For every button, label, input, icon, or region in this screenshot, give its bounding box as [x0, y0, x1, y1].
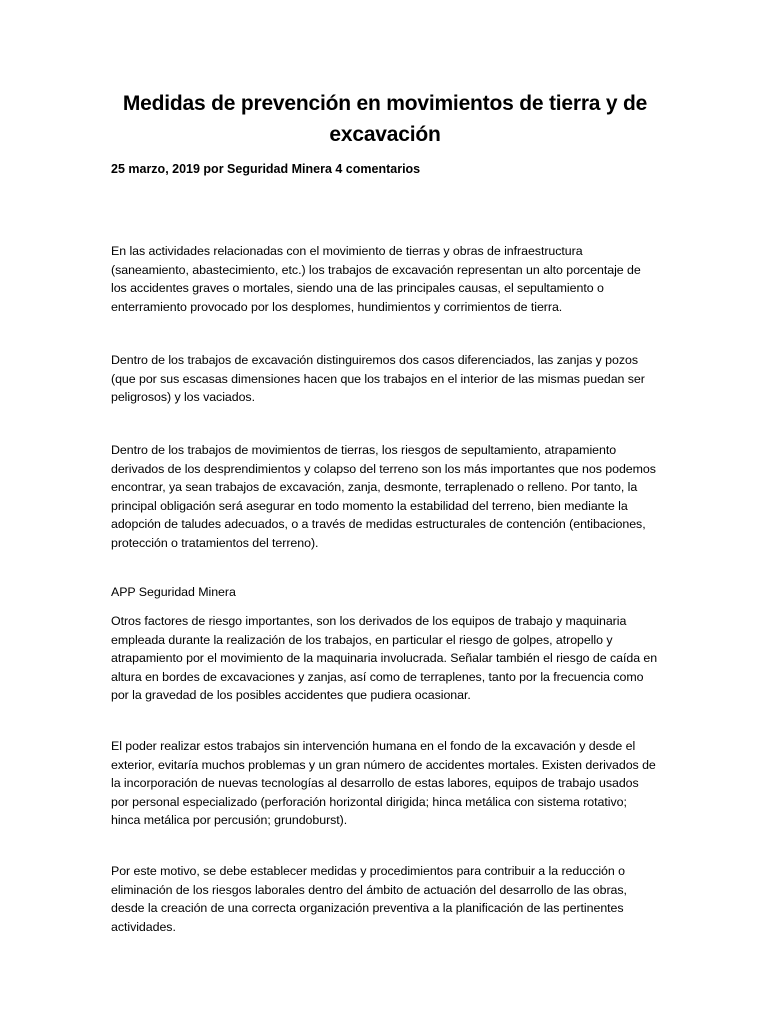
- paragraph-1: En las actividades relacionadas con el movimiento de tierras y obras de infraestructura (saneamiento, abastecimiento, etc.) los trabajos de excavación representan un alto porcentaje de los accidentes graves o mortales, siendo una de las principales causas, el sepultamiento o enterramiento provocado por los desplomes, hundimientos y corrimientos de tierra.: [111, 244, 641, 314]
- paragraph-4: Otros factores de riesgo importantes, son los derivados de los equipos de trabajo y maquinaria empleada durante la realización de los trabajos, en particular el riesgo de golpes, atropello y atrapamiento por el movimiento de la maquinaria involucrada. Señalar también el riesgo de caída en altura en bordes de excavaciones y zanjas, así como de terraplenes, tanto por la frecuencia como por la gravedad de los posibles accidentes que pudiera ocasionar.: [111, 614, 658, 703]
- byline: 25 marzo, 2019 por Seguridad Minera 4 comentarios: [111, 162, 421, 176]
- page-title: Medidas de prevención en movimientos de tierra y de excavación: [122, 92, 648, 146]
- paragraph-3: Dentro de los trabajos de movimientos de tierras, los riesgos de sepultamiento, atrapamiento derivados de los desprendimientos y colapso del terreno son los más importantes que nos podemos encontrar, ya sean trabajos de excavación, zanja, desmonte, terraplenado o relleno. Por tanto, la principal obligación será asegurar en todo momento la estabilidad del terreno, bien mediante la adopción de taludes adecuados, o a través de medidas estructurales de contención (entibaciones, protección o tratamientos del terreno).: [111, 443, 656, 550]
- paragraph-2: Dentro de los trabajos de excavación distinguiremos dos casos diferenciados, las zanjas y pozos (que por sus escasas dimensiones hacen que los trabajos en el interior de las mismas puedan ser peligrosos) y los vaciados.: [111, 353, 645, 405]
- app-label: APP Seguridad Minera: [111, 585, 236, 599]
- paragraph-5: El poder realizar estos trabajos sin intervención humana en el fondo de la excavación y desde el exterior, evitaría muchos problemas y un gran número de accidentes mortales. Existen derivados de la incorporación de nuevas tecnologías al desarrollo de estas labores, equipos de trabajo usados por personal especializado (perforación horizontal dirigida; hinca metálica con sistema rotativo; hinca metálica por percusión; grundoburst).: [111, 739, 656, 828]
- paragraph-6: Por este motivo, se debe establecer medidas y procedimientos para contribuir a la reducción o eliminación de los riesgos laborales dentro del ámbito de actuación del desarrollo de las obras, desde la creación de una correcta organización preventiva a la planificación de las pertinentes actividades.: [111, 864, 627, 934]
